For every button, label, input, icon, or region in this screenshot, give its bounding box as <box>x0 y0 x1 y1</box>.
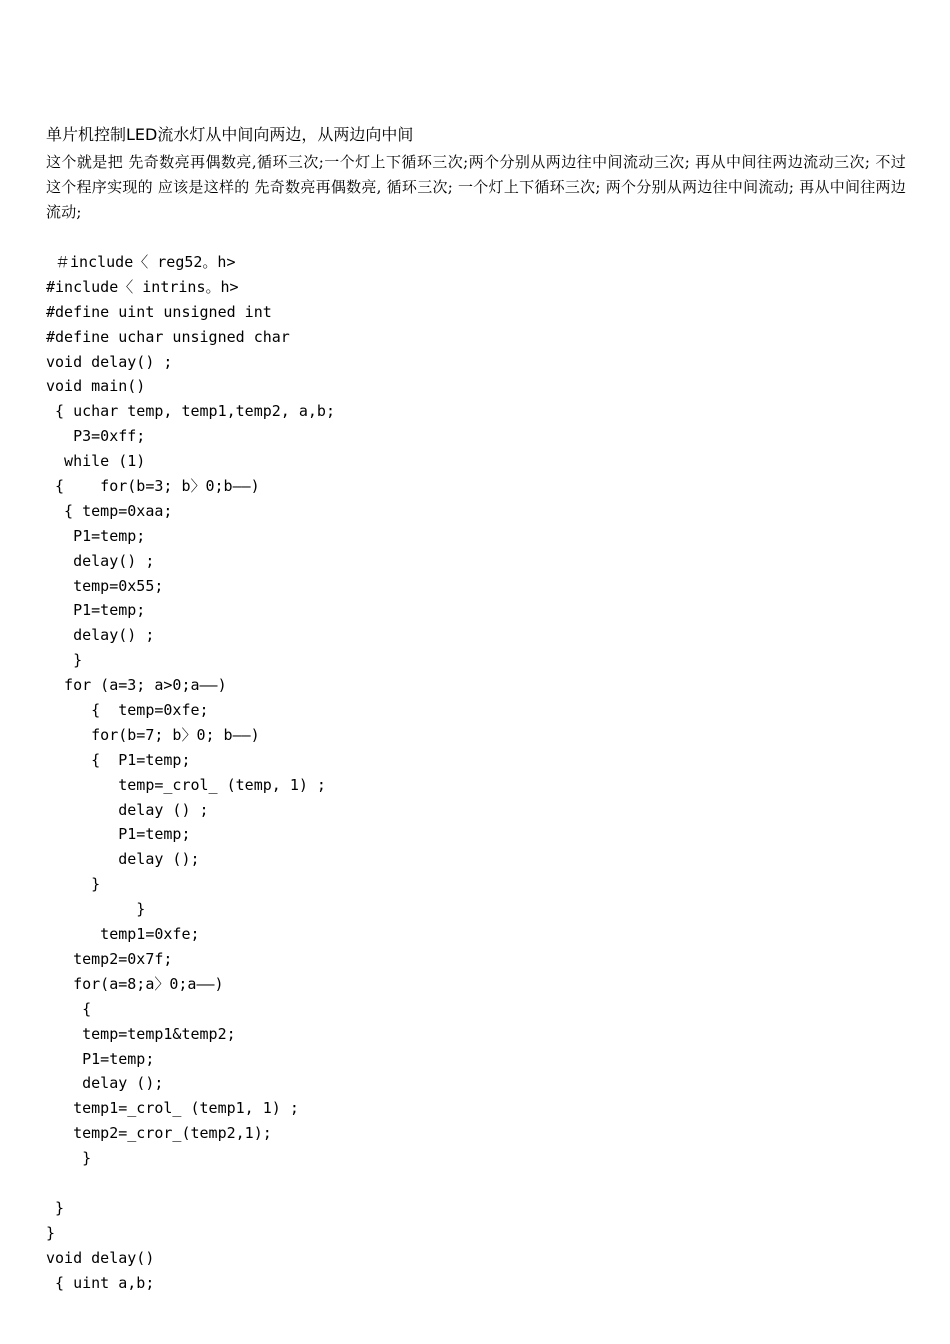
code-line: } <box>46 875 101 894</box>
document-title: 单片机控制LED流水灯从中间向两边，从两边向中间 <box>46 125 414 144</box>
code-line: temp2=0x7f; <box>46 949 173 968</box>
code-line: P3=0xff; <box>46 427 146 446</box>
code-line: delay (); <box>46 1074 164 1093</box>
code-line: { <box>46 999 92 1018</box>
code-line: while (1) <box>46 452 146 471</box>
code-line <box>46 1171 335 1196</box>
code-line: delay () ; <box>46 800 209 819</box>
code-line: { temp=0xaa; <box>46 501 173 520</box>
code-line: void delay() <box>46 1248 155 1267</box>
code-line: P1=temp; <box>46 825 191 844</box>
code-line: P1=temp; <box>46 1049 155 1068</box>
code-line: } <box>46 651 83 670</box>
code-line: temp2=_cror_(temp2,1); <box>46 1124 272 1143</box>
code-line: } <box>46 900 146 919</box>
code-line: temp1=0xfe; <box>46 925 200 944</box>
code-line: for(b=7; b〉0; b——) <box>46 725 260 744</box>
code-line: void delay() ; <box>46 352 173 371</box>
code-line: temp1=_crol_ (temp1, 1) ; <box>46 1099 299 1118</box>
code-line: temp=_crol_ (temp, 1) ; <box>46 775 326 794</box>
code-line: { uchar temp, temp1,temp2, a,b; <box>46 402 335 421</box>
code-line: temp=temp1&temp2; <box>46 1024 236 1043</box>
code-line: delay() ; <box>46 626 155 645</box>
code-line: #define uchar unsigned char <box>46 327 290 346</box>
code-line: } <box>46 1198 65 1217</box>
code-line: delay (); <box>46 850 200 869</box>
code-line: P1=temp; <box>46 601 146 620</box>
code-line: } <box>46 1223 56 1242</box>
code-line: { temp=0xfe; <box>46 701 209 720</box>
code-line: temp=0x55; <box>46 576 164 595</box>
code-line: delay() ; <box>46 551 155 570</box>
code-line: P1=temp; <box>46 526 146 545</box>
code-line: void main() <box>46 377 146 396</box>
code-line: } <box>46 1149 92 1168</box>
code-line: ＃include〈 reg52。h> <box>46 253 236 271</box>
code-line: #define uint unsigned int <box>46 302 272 321</box>
document-description: 这个就是把 先奇数亮再偶数亮,循环三次;一个灯上下循环三次;两个分别从两边往中间流动三次; 再从中间往两边流动三次; 不过这个程序实现的 应该是这样的 先奇数亮再偶数亮, 循环三次; 一个灯上下循环三次; 两个分别从两边往中间流动; 再从中间往两边流动; <box>46 153 906 221</box>
code-block <box>46 250 335 1295</box>
code-line: #include〈 intrins。h> <box>46 277 239 296</box>
code-line: { for(b=3; b〉0;b——) <box>46 477 260 496</box>
code-line: { P1=temp; <box>46 750 191 769</box>
code-line: { uint a,b; <box>46 1273 155 1292</box>
code-line: for(a=8;a〉0;a——) <box>46 974 224 993</box>
code-line: for (a=3; a>0;a——) <box>46 676 227 695</box>
